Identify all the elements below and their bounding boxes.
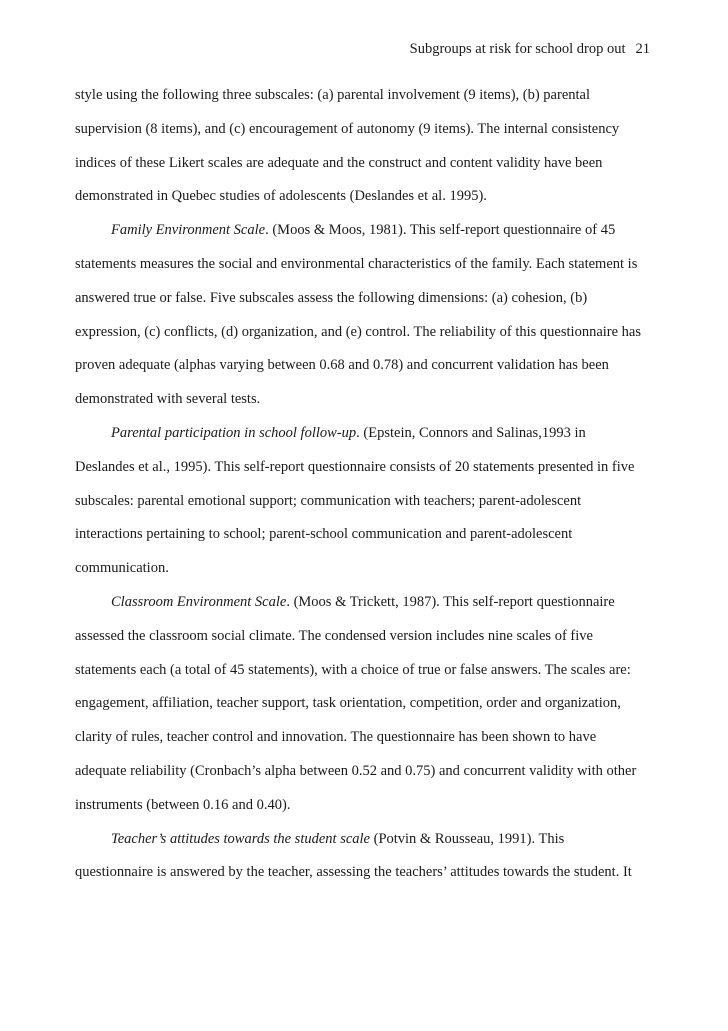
running-title: Subgroups at risk for school drop out <box>409 41 626 57</box>
body-text <box>75 86 655 897</box>
text-line: demonstrated in Quebec studies of adolescents (Deslandes et al. 1995). <box>75 188 487 205</box>
text-line: communication. <box>75 560 169 577</box>
section-heading-line: Parental participation in school follow-up. (Epstein, Connors and Salinas,1993 in <box>111 424 586 441</box>
section-heading-line: Family Environment Scale. (Moos & Moos, 1981). This self-report questionnaire of 45 <box>111 222 616 239</box>
text-line: clarity of rules, teacher control and innovation. The questionnaire has been shown to have <box>75 729 597 746</box>
text-line: proven adequate (alphas varying between 0.68 and 0.78) and concurrent validation has been <box>75 357 609 374</box>
scale-name: Parental participation in school follow-up <box>111 424 357 441</box>
text-line: expression, (c) conflicts, (d) organization, and (e) control. The reliability of this questionnaire has <box>75 323 642 340</box>
text-line: questionnaire is answered by the teacher, assessing the teachers’ attitudes towards the student. It <box>75 864 632 881</box>
text-line: style using the following three subscales: (a) parental involvement (9 items), (b) parental <box>75 87 590 103</box>
text-line: interactions pertaining to school; parent-school communication and parent-adolescent <box>75 526 573 543</box>
scale-name: Teacher’s attitudes towards the student scale <box>111 830 370 847</box>
text-line: statements measures the social and environmental characteristics of the family. Each statement is <box>75 255 638 272</box>
text-line: statements each (a total of 45 statements), with a choice of true or false answers. The scales are: <box>75 661 631 678</box>
text-line: supervision (8 items), and (c) encouragement of autonomy (9 items). The internal consistency <box>75 120 620 137</box>
section-heading-line: Classroom Environment Scale. (Moos & Trickett, 1987). This self-report questionnaire <box>111 593 615 610</box>
text-line: indices of these Likert scales are adequate and the construct and content validity have been <box>75 154 603 171</box>
text-line: assessed the classroom social climate. The condensed version includes nine scales of five <box>75 627 593 644</box>
scale-name: Family Environment Scale <box>111 222 266 239</box>
running-head <box>410 40 650 58</box>
text-line: Deslandes et al., 1995). This self-report questionnaire consists of 20 statements presented in five <box>75 458 635 475</box>
text-line: engagement, affiliation, teacher support, task orientation, competition, order and organization, <box>75 695 621 712</box>
text-line: instruments (between 0.16 and 0.40). <box>75 796 291 813</box>
text-line: demonstrated with several tests. <box>75 391 261 408</box>
text-line: adequate reliability (Cronbach’s alpha between 0.52 and 0.75) and concurrent validity with other <box>75 762 637 779</box>
page-number: 21 <box>635 41 650 57</box>
text-line: subscales: parental emotional support; communication with teachers; parent-adolescent <box>75 492 582 509</box>
text-line: answered true or false. Five subscales assess the following dimensions: (a) cohesion, (b) <box>75 289 588 306</box>
scale-name: Classroom Environment Scale <box>111 593 287 610</box>
section-heading-line: Teacher’s attitudes towards the student scale (Potvin & Rousseau, 1991). This <box>111 830 565 847</box>
